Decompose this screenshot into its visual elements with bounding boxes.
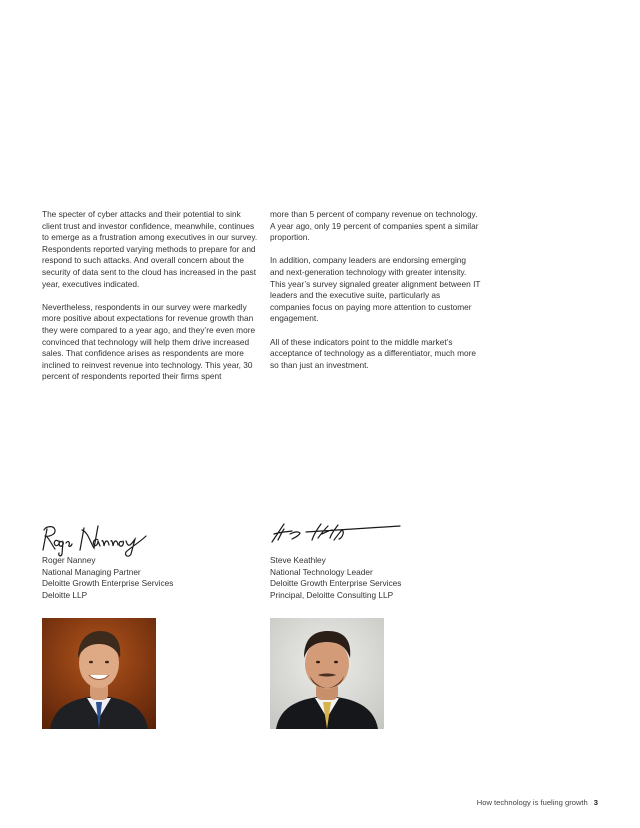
signatory-right xyxy=(270,555,401,602)
body-column-right xyxy=(270,209,482,383)
signatory-firm: Principal, Deloitte Consulting LLP xyxy=(270,590,394,601)
signatory-title: National Technology Leader xyxy=(270,566,373,577)
body-column-left xyxy=(42,209,258,395)
signature-roger-nanney xyxy=(40,520,150,558)
body-paragraph: The specter of cyber attacks and their potential to sink client trust and investor confidence, meanwhile, continues to emerge as a frustration among executives in our survey. Respondents reported varying methods to prepare for and respond to such attacks. And overall concern about the security of data sent to the cloud has increased in the past year, executives indicated. xyxy=(42,209,258,289)
page-number: 3 xyxy=(593,798,598,807)
signatory-title: National Managing Partner xyxy=(42,566,141,577)
signatory-left xyxy=(42,555,173,602)
body-paragraph: All of these indicators point to the middle market’s acceptance of technology as a differentiator, much more so than just an investment. xyxy=(270,336,477,370)
running-title: How technology is fueling growth xyxy=(476,798,588,807)
page-footer xyxy=(477,798,598,807)
signatory-firm: Deloitte LLP xyxy=(42,590,88,601)
signatory-org: Deloitte Growth Enterprise Services xyxy=(42,578,174,589)
body-paragraph: In addition, company leaders are endorsing emerging and next-generation technology with greater intensity. This year’s survey signaled greater alignment between IT leaders and the executive suite, particularly as companies focus on paying more attention to customer engagement. xyxy=(270,255,481,324)
body-paragraph: more than 5 percent of company revenue on technology. A year ago, only 19 percent of companies spent a similar proportion. xyxy=(270,209,479,243)
signatory-org: Deloitte Growth Enterprise Services xyxy=(270,578,402,589)
signature-steve-keathley xyxy=(266,520,404,548)
body-paragraph: Nevertheless, respondents in our survey were markedly more positive about expectations for revenue growth than they were compared to a year ago, and they’re even more convinced that technology will help them drive increased sales. That confidence arises as respondents are more inclined to reinvest revenue into technology. This year, 30 percent of respondents reported their firms spent xyxy=(42,301,256,382)
portrait-photo-steve-keathley xyxy=(270,618,384,729)
signatory-name: Steve Keathley xyxy=(270,555,326,565)
signatory-name: Roger Nanney xyxy=(42,555,96,565)
portrait-photo-roger-nanney xyxy=(42,618,156,729)
